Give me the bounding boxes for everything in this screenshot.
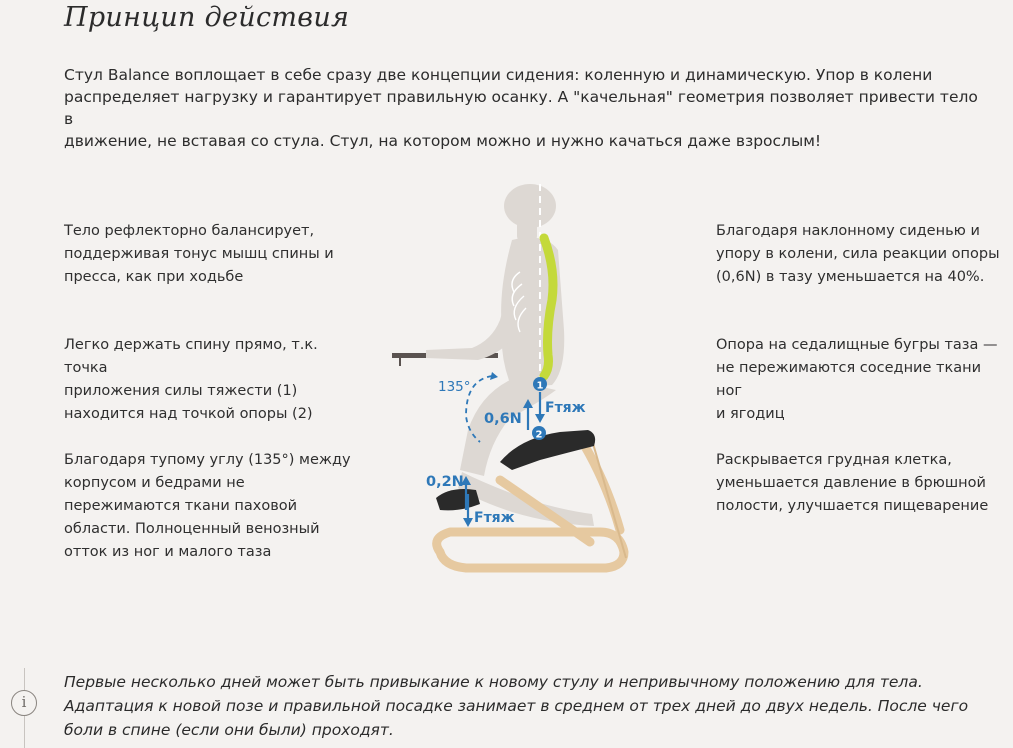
note-line: Легко держать спину прямо, т.к. точка <box>64 337 318 376</box>
intro-line: Стул Balance воплощает в себе сразу две концепции сидения: коленную и динамическую. Упор в колени <box>64 66 933 84</box>
seat-reaction-label: 0,6N <box>484 411 522 427</box>
gravity-label-2: Fтяж <box>474 510 515 526</box>
note-reaction-force <box>716 220 1001 289</box>
support-point-2-label: 2 <box>535 429 543 441</box>
note-line: Раскрывается грудная клетка, <box>716 452 952 468</box>
note-gravity-point <box>64 334 364 426</box>
note-line: поддерживая тонус мышц спины и <box>64 246 334 262</box>
intro-line: распределяет нагрузку и гарантирует правильную осанку. А "качельная" геометрия позволяет привести тело в <box>64 88 978 128</box>
note-line: находится над точкой опоры (2) <box>64 406 313 422</box>
note-line: Благодаря тупому углу (135°) между <box>64 452 351 468</box>
footnote-line: Адаптация к новой позе и правильной посадке занимает в среднем от трех дней до двух недель. После чего <box>64 697 969 715</box>
gravity-arrow-2-head <box>463 518 473 527</box>
seat-cushion <box>500 430 595 470</box>
note-chest-open <box>716 449 1001 518</box>
note-line: приложения силы тяжести (1) <box>64 383 298 399</box>
note-line: упору в колени, сила реакции опоры <box>716 246 1000 262</box>
note-line: Тело рефлекторно балансирует, <box>64 223 315 239</box>
gravity-label-1: Fтяж <box>545 400 586 416</box>
note-line: пережимаются ткани паховой <box>64 498 298 514</box>
note-line: отток из ног и малого таза <box>64 544 272 560</box>
intro-paragraph <box>64 64 984 152</box>
note-line: корпусом и бедрами не <box>64 475 245 491</box>
chair-frame-shadow <box>592 440 626 558</box>
note-line: полости, улучшается пищеварение <box>716 498 989 514</box>
note-line: области. Полноценный венозный <box>64 521 320 537</box>
intro-line: движение, не вставая со стула. Стул, на котором можно и нужно качаться даже взрослым! <box>64 132 822 150</box>
note-sit-bones <box>716 334 1001 426</box>
knee-reaction-label: 0,2N <box>426 474 464 490</box>
note-line: Благодаря наклонному сиденью и <box>716 223 980 239</box>
note-line: уменьшается давление в брюшной <box>716 475 986 491</box>
page-title: Принцип действия <box>64 2 350 33</box>
note-line: и ягодиц <box>716 406 785 422</box>
footnote-line: Первые несколько дней может быть привыкание к новому стулу и непривычному положению для тела. <box>64 673 923 691</box>
gravity-point-1-label: 1 <box>536 380 544 392</box>
note-line: (0,6N) в тазу уменьшается на 40%. <box>716 269 985 285</box>
footnote <box>64 670 994 742</box>
angle-arrow-head <box>490 372 498 380</box>
note-line: Опора на седалищные бугры таза — <box>716 337 998 353</box>
kneeling-chair-illustration <box>380 180 640 580</box>
footnote-line: боли в спине (если они были) проходят. <box>64 721 394 739</box>
note-line: не пережимаются соседние ткани ног <box>716 360 981 399</box>
angle-label: 135° <box>438 379 471 395</box>
note-balance <box>64 220 364 289</box>
knee-cushion <box>436 489 480 510</box>
gravity-arrow-1-head <box>535 414 545 423</box>
note-line: пресса, как при ходьбе <box>64 269 244 285</box>
info-circle-icon: i <box>11 690 37 716</box>
note-obtuse-angle <box>64 449 364 564</box>
